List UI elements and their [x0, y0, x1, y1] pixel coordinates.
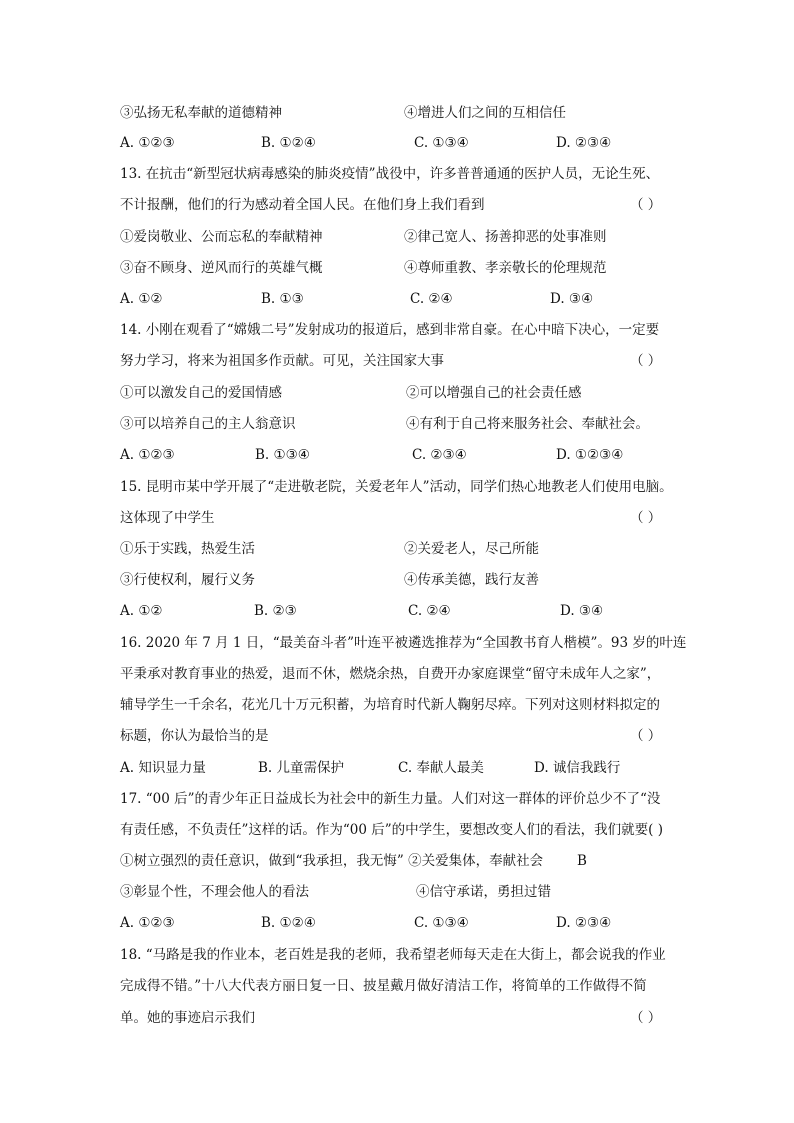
q15-choices [120, 601, 680, 621]
q14-option-1: ①可以激发自己的爱国情感 [120, 385, 282, 401]
q12-option-4: ④增进人们之间的互相信任 [404, 105, 566, 121]
q13-choice-d: D. ③④ [550, 291, 594, 307]
q16-choice-d: D. 诚信我践行 [534, 760, 621, 776]
q15-choice-b: B. ②③ [254, 603, 297, 619]
q13-stem-line1: 13. 在抗击“新型冠状病毒感染的肺炎疫情”战役中，许多普普通通的医护人员，无论生死、 [120, 166, 660, 182]
q14-stem-line2: 努力学习，将来为祖国多作贡献。可见，关注国家大事 [120, 353, 444, 369]
q16-stem-line4: 标题，你认为最恰当的是 [120, 728, 269, 744]
q16-stem-line2: 平秉承对教育事业的热爱，退而不休，燃烧余热，自费开办家庭课堂“留守未成年人之家”， [120, 666, 661, 682]
q12-choices [120, 133, 680, 153]
q12-choice-a: A. ①②③ [120, 135, 175, 151]
q17-choice-d: D. ②③④ [556, 915, 612, 931]
q14-choice-c: C. ②③④ [412, 447, 467, 463]
q14-choice-d: D. ①②③④ [556, 447, 624, 463]
q14-option-4: ④有利于自己将来服务社会、奉献社会。 [406, 416, 649, 432]
q13-option-3: ③奋不顾身、逆风而行的英雄气概 [120, 260, 323, 276]
q17-option-3: ③彰显个性，不理会他人的看法 [120, 884, 309, 900]
q17-choice-a: A. ①②③ [120, 915, 175, 931]
q14-option-3: ③可以培养自己的主人翁意识 [120, 416, 296, 432]
q13-choice-b: B. ①③ [261, 291, 304, 307]
q18-stem-line3: 单。她的事迹启示我们 [120, 1010, 255, 1026]
q17-stem-line2: 有责任感，不负责任”这样的话。作为“00 后”的中学生，要想改变人们的看法，我们就要( ) [120, 822, 663, 838]
q15-answer-blank: （ ） [630, 510, 662, 526]
q13-choices [120, 289, 680, 309]
q16-stem-line3: 辅导学生一千余名，花光几十万元积蓄，为培育时代新人鞠躬尽瘁。下列对这则材料拟定的 [120, 697, 660, 713]
q16-choice-b: B. 儿童需保护 [258, 760, 345, 776]
q15-option-3: ③行使权利，履行义务 [120, 572, 255, 588]
q15-choice-a: A. ①② [120, 603, 163, 619]
q15-option-2: ②关爱老人，尽己所能 [404, 541, 539, 557]
q15-choice-c: C. ②④ [408, 603, 451, 619]
q16-answer-blank: （ ） [630, 728, 662, 744]
q13-choice-a: A. ①② [120, 291, 163, 307]
q15-stem-line1: 15. 昆明市某中学开展了“走进敬老院，关爱老年人”活动，同学们热心地教老人们使用电脑。 [120, 479, 673, 495]
q15-stem-line2: 这体现了中学生 [120, 510, 215, 526]
q12-choice-d: D. ②③④ [556, 135, 612, 151]
q17-handwritten-answer: B [577, 853, 587, 869]
q13-answer-blank: （ ） [630, 197, 662, 213]
q13-option-2: ②律己宽人、扬善抑恶的处事准则 [404, 229, 607, 245]
q16-stem-line1: 16. 2020 年 7 月 1 日，“最美奋斗者”叶连平被遴选推荐为“全国教书育人楷模”。93 岁的叶连 [120, 635, 687, 651]
q17-choice-c: C. ①③④ [414, 915, 469, 931]
q14-stem-line1: 14. 小刚在观看了“嫦娥二号”发射成功的报道后，感到非常自豪。在心中暗下决心，一定要 [120, 322, 660, 338]
q12-choice-b: B. ①②④ [261, 135, 316, 151]
q16-choice-c: C. 奉献人最美 [398, 760, 484, 776]
q14-choices [120, 445, 680, 465]
q13-stem-line2: 不计报酬，他们的行为感动着全国人民。在他们身上我们看到 [120, 197, 485, 213]
q17-option-1-2: ①树立强烈的责任意识，做到“我承担，我无悔” ②关爱集体，奉献社会 [120, 853, 544, 869]
q12-choice-c: C. ①③④ [414, 135, 469, 151]
q18-answer-blank: （ ） [630, 1010, 662, 1026]
q12-option-3: ③弘扬无私奉献的道德精神 [120, 105, 282, 121]
q18-stem-line1: 18. “马路是我的作业本，老百姓是我的老师，我希望老师每天走在大街上，都会说我的作业 [120, 947, 666, 963]
q17-choices [120, 913, 680, 933]
q17-stem-line1: 17. “00 后”的青少年正日益成长为社会中的新生力量。人们对这一群体的评价总少不了“没 [120, 791, 661, 807]
q14-choice-a: A. ①②③ [120, 447, 175, 463]
q14-choice-b: B. ①③④ [255, 447, 310, 463]
q14-answer-blank: （ ） [630, 353, 662, 369]
q17-choice-b: B. ①②④ [261, 915, 316, 931]
q16-choices [120, 758, 680, 778]
q13-option-1: ①爱岗敬业、公而忘私的奉献精神 [120, 229, 323, 245]
q16-choice-a: A. 知识显力量 [120, 760, 206, 776]
q18-stem-line2: 完成得不错。”十八大代表方丽日复一日、披星戴月做好清洁工作，将简单的工作做得不简 [120, 978, 647, 994]
q15-option-4: ④传承美德，践行友善 [404, 572, 539, 588]
q13-choice-c: C. ②④ [410, 291, 453, 307]
q17-option-4: ④信守承诺，勇担过错 [416, 884, 551, 900]
q14-option-2: ②可以增强自己的社会责任感 [406, 385, 582, 401]
q13-option-4: ④尊师重教、孝亲敬长的伦理规范 [404, 260, 607, 276]
q15-choice-d: D. ③④ [560, 603, 604, 619]
q15-option-1: ①乐于实践，热爱生活 [120, 541, 255, 557]
